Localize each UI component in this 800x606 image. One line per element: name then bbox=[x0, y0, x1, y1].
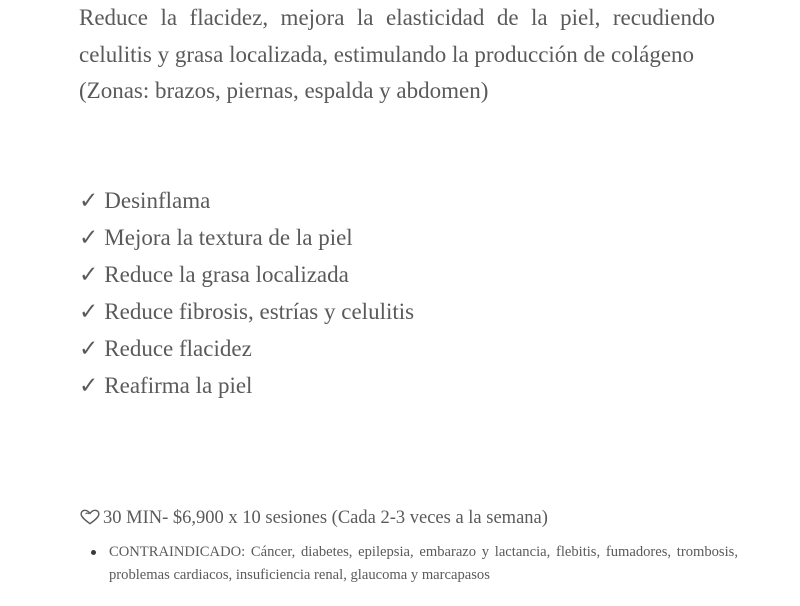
price-line bbox=[79, 504, 779, 532]
benefit-label: Reduce flacidez bbox=[104, 336, 252, 361]
benefit-label: Mejora la textura de la piel bbox=[104, 225, 353, 250]
benefits-list bbox=[79, 182, 719, 404]
benefit-label: Reduce fibrosis, estrías y celulitis bbox=[104, 299, 415, 324]
benefit-item bbox=[79, 367, 719, 404]
check-icon: ✓ bbox=[79, 262, 99, 287]
benefit-label: Desinflama bbox=[104, 188, 211, 213]
price-text: 30 MIN- $6,900 x 10 sesiones (Cada 2-3 veces a la semana) bbox=[103, 508, 548, 528]
benefit-item bbox=[79, 330, 719, 367]
contraindication-text: CONTRAINDICADO: Cáncer, diabetes, epilepsia, embarazo y lactancia, flebitis, fumadores, trombosis, problemas cardiacos, insuficiencia renal, glaucoma y marcapasos bbox=[109, 544, 738, 583]
benefit-item bbox=[79, 219, 719, 256]
benefit-label: Reafirma la piel bbox=[104, 373, 253, 398]
contraindications-list bbox=[91, 541, 738, 587]
benefit-item bbox=[79, 293, 719, 330]
benefit-item bbox=[79, 256, 719, 293]
bullet-icon bbox=[91, 550, 96, 555]
check-icon: ✓ bbox=[79, 299, 99, 324]
check-icon: ✓ bbox=[79, 188, 99, 213]
contraindication-item bbox=[91, 541, 738, 587]
check-icon: ✓ bbox=[79, 373, 99, 398]
benefit-item bbox=[79, 182, 719, 219]
intro-section bbox=[79, 0, 715, 110]
benefit-label: Reduce la grasa localizada bbox=[104, 262, 349, 287]
zones-text: (Zonas: brazos, piernas, espalda y abdomen) bbox=[79, 78, 489, 103]
check-icon: ✓ bbox=[79, 225, 99, 250]
intro-paragraph: Reduce la flacidez, mejora la elasticidad de la piel, recudiendo celulitis y grasa localizada, estimulando la producción de colágeno bbox=[79, 5, 715, 67]
heart-outline-icon bbox=[79, 509, 101, 525]
check-icon: ✓ bbox=[79, 336, 99, 361]
